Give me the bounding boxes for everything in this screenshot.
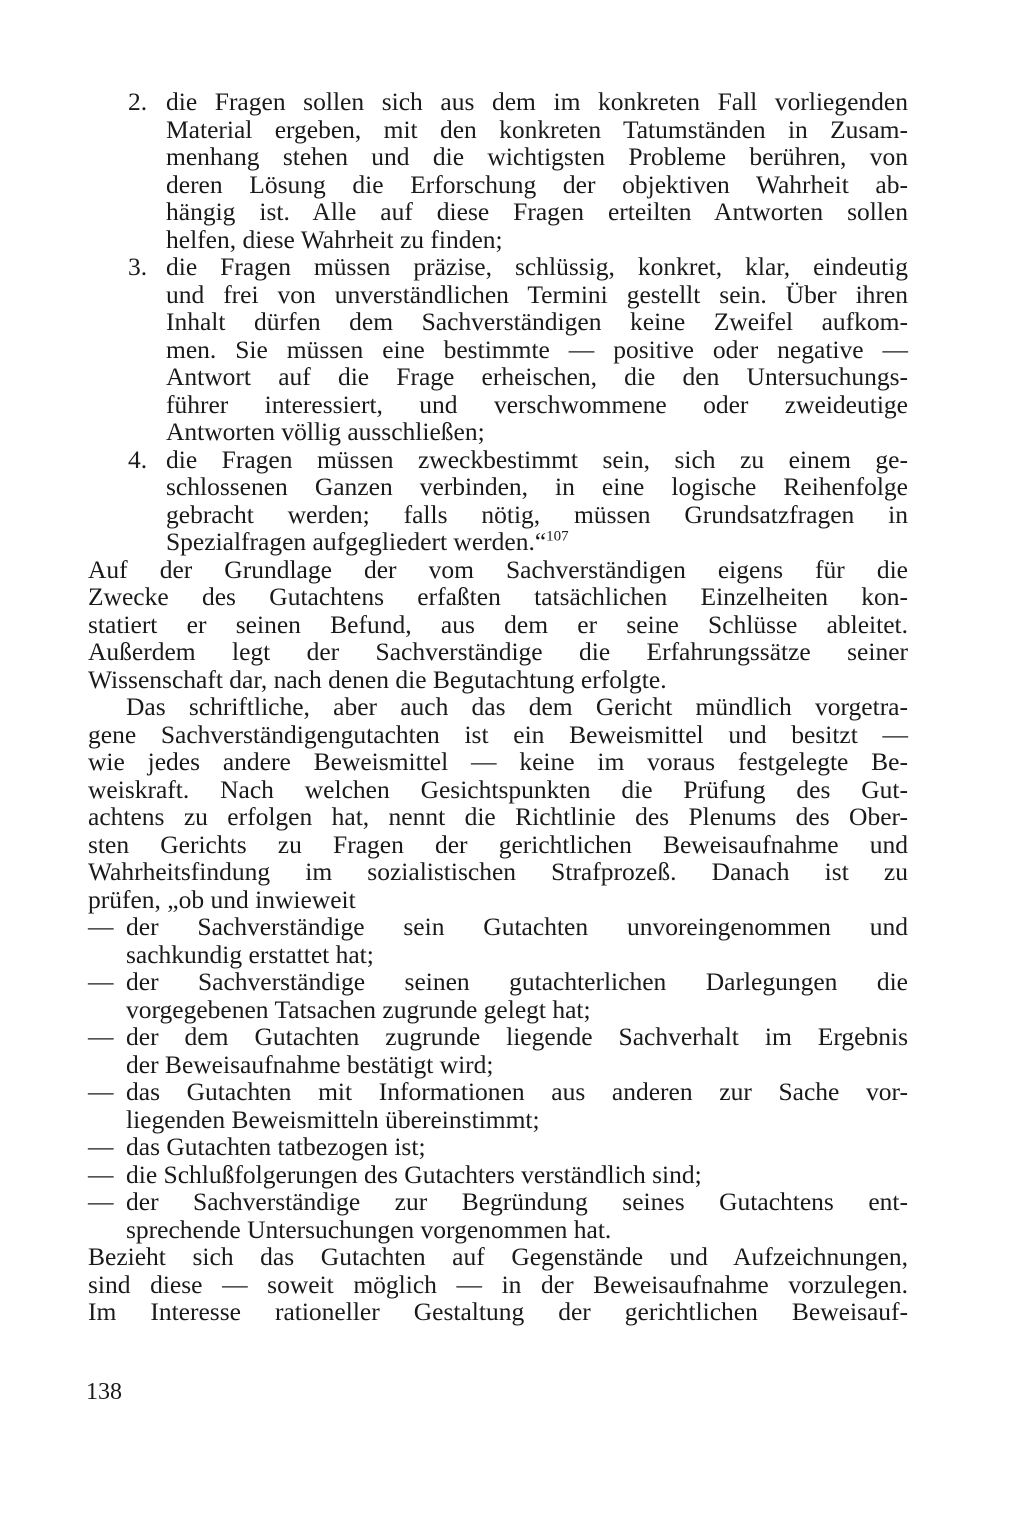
text-line: statiert er seinen Befund, aus dem er seine Schlüsse ableitet. [88,609,908,639]
numbered-list-item [88,253,908,446]
text-line: sachkundig erstattet hat; [126,939,374,969]
dash-list-item [88,1023,908,1078]
text-line [88,528,908,556]
dash-marker: — [88,912,114,941]
text-line: Auf der Grundlage der vom Sachverständigen eigens für die [88,554,908,584]
text-line: die Schlußfolgerungen des Gutachters verständlich sind; [126,1159,702,1189]
dash-list-item [88,1161,908,1189]
text-line: der Sachverständige seinen gutachterlichen Darlegungen die [126,967,908,996]
text-line: liegenden Beweismitteln übereinstimmt; [126,1104,540,1134]
text-line: sten Gerichts zu Fragen der gerichtlichen Beweisaufnahme und [88,829,908,859]
list-marker: 3. [128,252,148,281]
text-line: schlossenen Ganzen verbinden, in eine logische Reihenfolge [166,472,908,501]
dash-marker: — [88,1159,114,1189]
text-line: die Fragen müssen zweckbestimmt sein, sich zu einem ge- [166,444,908,474]
text-line: der Sachverständige zur Begründung seines Gutachtens ent- [126,1187,908,1216]
text-line: hängig ist. Alle auf diese Fragen erteilten Antworten sollen [166,197,908,226]
text-line: gebracht werden; falls nötig, müssen Grundsatzfragen in [166,499,908,529]
dash-marker: — [88,1187,114,1216]
dash-marker: — [88,1077,114,1106]
text-line: wie jedes andere Beweismittel — keine im voraus festgelegte Be- [88,747,908,776]
text-line: die Fragen sollen sich aus dem im konkreten Fall vorliegenden [166,87,908,116]
dash-list-item [88,913,908,968]
text-line: und frei von unverständlichen Termini gestellt sein. Über ihren [166,279,908,309]
text-line: weiskraft. Nach welchen Gesichtspunkten die Prüfung des Gut- [88,774,908,804]
text-line: sprechende Untersuchungen vorgenommen hat. [126,1214,612,1244]
text-line: der dem Gutachten zugrunde liegende Sachverhalt im Ergebnis [126,1022,908,1051]
text-line: prüfen, „ob und inwieweit [88,884,356,914]
text-line: das Gutachten tatbezogen ist; [126,1132,426,1161]
text-line: Wahrheitsfindung im sozialistischen Strafprozeß. Danach ist zu [88,857,908,886]
text-line: das Gutachten mit Informationen aus anderen zur Sache vor- [126,1077,908,1106]
text-line: Antworten völlig ausschließen; [166,417,485,446]
paragraph [88,1243,908,1326]
text-line: Antwort auf die Frage erheischen, die den Untersuchungs- [166,362,908,391]
text-line: Inhalt dürfen dem Sachverständigen keine Zweifel aufkom- [166,307,908,336]
text-line: der Beweisaufnahme bestätigt wird; [126,1049,494,1079]
dash-list-item [88,1078,908,1133]
list-marker: 2. [128,87,148,116]
text-line-content: Spezialfragen aufgegliedert werden.“ [166,527,547,556]
numbered-list-item [88,446,908,556]
text-line: vorgegebenen Tatsachen zugrunde gelegt hat; [126,994,591,1024]
text-line: men. Sie müssen eine bestimmte — positive oder negative — [166,334,908,364]
text-line: Bezieht sich das Gutachten auf Gegenstände und Aufzeichnungen, [88,1242,908,1271]
text-line: gene Sachverständigengutachten ist ein Beweismittel und besitzt — [88,719,908,749]
dash-marker: — [88,1022,114,1051]
numbered-list-item [88,88,908,253]
page-number: 138 [86,1379,122,1405]
list-marker: 4. [128,444,148,474]
dash-marker: — [88,1132,114,1161]
text-line: menhang stehen und die wichtigsten Probleme berühren, von [166,142,908,171]
text-line: Außerdem legt der Sachverständige die Erfahrungssätze seiner [88,637,908,666]
paragraph [88,556,908,694]
paragraph [88,693,908,913]
text-line: die Fragen müssen präzise, schlüssig, konkret, klar, eindeutig [166,252,908,281]
text-line: deren Lösung die Erforschung der objektiven Wahrheit ab- [166,169,908,199]
text-line: Zwecke des Gutachtens erfaßten tatsächlichen Einzelheiten kon- [88,582,908,611]
text-line: führer interessiert, und verschwommene oder zweideutige [166,389,908,419]
text-line: achtens zu erfolgen hat, nennt die Richtlinie des Plenums des Ober- [88,802,908,831]
text-line: Material ergeben, mit den konkreten Tatumständen in Zusam- [166,114,908,144]
text-line: Im Interesse rationeller Gestaltung der gerichtlichen Beweisauf- [88,1297,908,1326]
dash-list-item [88,1133,908,1161]
text-line: helfen, diese Wahrheit zu finden; [166,224,503,254]
text-line: sind diese — soweit möglich — in der Beweisaufnahme vorzulegen. [88,1269,908,1299]
dash-marker: — [88,967,114,996]
text-line: Das schriftliche, aber auch das dem Gericht mündlich vorgetra- [126,692,908,721]
text-line: Wissenschaft dar, nach denen die Begutachtung erfolgte. [88,664,667,694]
dash-list-item [88,1188,908,1243]
text-line: der Sachverständige sein Gutachten unvoreingenommen und [126,912,908,941]
dash-list-item [88,968,908,1023]
footnote-reference: 107 [546,528,569,545]
body-text [88,88,908,1326]
